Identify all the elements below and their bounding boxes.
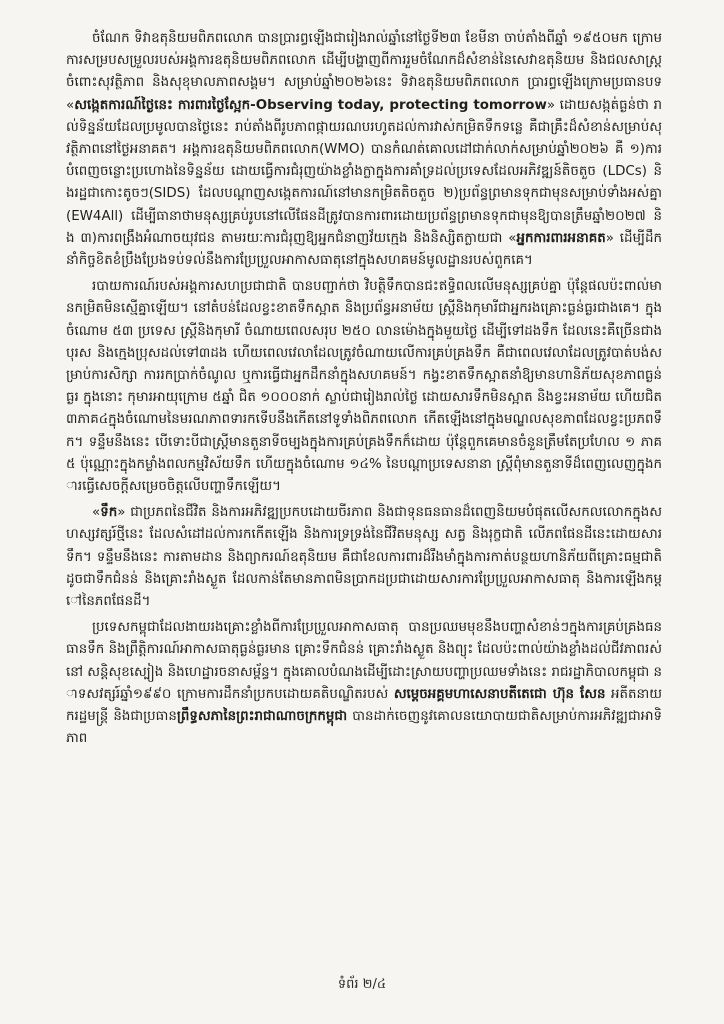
page-number: ទំព័រ ២/៤ — [337, 977, 387, 992]
paragraph — [66, 617, 662, 750]
paragraph — [66, 502, 662, 613]
bold-text-run: សម្តេចអគ្គមហាសេនាបតីតេជោ ហ៊ុន សែន — [393, 686, 606, 702]
text-run: បានដាក់ចេញនូវគោលនយោបាយជាតិសម្រាប់ការអភិវឌ្ឍជាអាទិភាព — [66, 709, 663, 747]
text-run: អតីតនាយករដ្ឋមន្ត្រី និងជាប្រធាន — [66, 686, 662, 725]
bold-text-run: សង្កេតការណ៍ថ្ងៃនេះ ការពារថ្ងៃស្អែក-Observing today, protecting tomorrow — [74, 97, 547, 113]
text-run: » ដើម្បីដឹកនាំកិច្ចខិតខំប្រឹងប្រែងទប់ទល់នឹងការប្រែប្រួលអាកាសធាតុនៅក្នុងសហគមន៍មូលដ្ឋានរបស់ពួកគេ។ — [66, 230, 663, 269]
bold-text-run: ទឹក — [100, 505, 118, 521]
bold-text-run: ព្រឹទ្ធសភានៃព្រះរាជាណាចក្រកម្ពុជា — [176, 709, 348, 725]
bold-text-run: អ្នកការពារអនាគត — [516, 230, 606, 246]
text-run: ប្រទេសកម្ពុជាដែលងាយរងគ្រោះខ្លាំងពីការប្រែប្រួលអាកាសធាតុ បានប្រឈមមុខនឹងបញ្ហាសំខាន់ៗក្នុងការគ្រប់គ្រងធនធានទឹក និងព្រឹត្តិការណ៍អាកាសធាតុធ្ងន់ធ្ងរមាន គ្រោះទឹកជំនន់ គ្រោះរាំងស្ងួត និងព្យុះ ដែលប៉ះពាល់យ៉ាងខ្លាំងដល់ជីវភាពរស់នៅ សន្តិសុខស្បៀង និងហេដ្ឋារចនាសម្ព័ន្ធ។ ក្នុងគោលបំណងដើម្បីដោះស្រាយបញ្ហាប្រឈមទាំងនេះ រាជរដ្ឋាភិបាលកម្ពុជា នាទសវត្សរ៍ឆ្នាំ១៩៩០ ក្រោមការដឹកនាំប្រកបដោយគតិបណ្ឌិតរបស់ — [66, 620, 662, 702]
paragraph — [66, 276, 662, 498]
text-run: ចំណែក ទិវាឧតុនិយមពិភពលោក បានប្រារព្ធឡើងជារៀងរាល់ឆ្នាំនៅថ្ងៃទី២៣ ខែមីនា ចាប់តាំងពីឆ្នាំ ១៩៥០មក ក្រោមការសម្របសម្រួលរបស់អង្គការឧតុនិយមពិភពលោក ដើម្បីបង្ហាញពីការរួមចំណែកដ៏សំខាន់នៃសេវាឧតុនិយម និងជលសាស្ត្រ ចំពោះសុវត្ថិភាព និងសុខុមាលភាពសង្គម។ សម្រាប់ឆ្នាំ២០២៦នេះ ទិវាឧតុនិយមពិភពលោក ប្រារព្ធឡើងក្រោមប្រធានបទ « — [66, 31, 662, 113]
text-run: » ជាប្រភពនៃជីវិត និងការអភិវឌ្ឍប្រកបដោយចីរភាព និងជាទុនធនធានដ៏ពេញនិយមបំផុតលើសកលលោកក្នុងសហស្សវត្សរ៍ថ្មីនេះ ដែលសំដៅដល់ការកកើតឡើង និងការទ្រទ្រង់នៃជីវិតមនុស្ស សត្វ និងរុក្ខជាតិ លើភពផែនដីនេះដោយសារទឹក។ ទន្ទឹមនឹងនេះ ការតាមដាន និងព្យាករណ៍ឧតុនិយម គឺជាខែលការពារដ៏រឹងមាំក្នុងការកាត់បន្ថយហានិភ័យពីគ្រោះធម្មជាតិ ដូចជាទឹកជំនន់ និងគ្រោះរាំងស្ងួត ដែលកាន់តែមានភាពមិនប្រាកដប្រជាដោយសារការប្រែប្រួលអាកាសធាតុ និងការឡើងកម្តៅនៃភពផែនដី។ — [66, 505, 662, 610]
text-run: » ដោយសង្កត់ធ្ងន់ថា រាល់ទិន្នន័យដែលប្រមូលបានថ្ងៃនេះ រាប់តាំងពីរូបភាពផ្កាយរណបរហូតដល់ការវាស់កម្រិតទឹកទន្លេ គឺជាគ្រឹះដ៏សំខាន់សម្រាប់សុវត្ថិភាពនៅថ្ងៃអនាគត។ អង្គការឧតុនិយមពិភពលោក(WMO) បានកំណត់គោលដៅជាក់លាក់សម្រាប់ឆ្នាំ២០២៦ គឺ ១)ការបំពេញចន្លោះប្រហោងនៃទិន្នន័យ ដោយធ្វើការជំរុញយ៉ាងខ្លាំងក្លាក្នុងការគាំទ្រដល់ប្រទេសដែលអភិវឌ្ឍន៍តិចតួច (LDCs) និងរដ្ឋជាកោះតូចៗ(SIDS) ដែលបណ្តាញសង្កេតការណ៍នៅមានកម្រិតតិចតួច ២)ប្រព័ន្ធព្រមានទុកជាមុនសម្រាប់ទាំងអស់គ្នា(EW4All) ដើម្បីធានាថាមនុស្សគ្រប់រូបនៅលើផែនដីត្រូវបានការពារដោយប្រព័ន្ធព្រមានទុកជាមុនឱ្យបានត្រឹមឆ្នាំ២០២៧ និង ៣)ការពង្រឹងអំណាចយុវជន តាមរយៈការជំរុញឱ្យអ្នកជំនាញវ័យក្មេង និងនិស្សិតក្លាយជា « — [66, 97, 662, 246]
text-run: របាយការណ៍របស់អង្គការសហប្រជាជាតិ បានបញ្ជាក់ថា វិបត្តិទឹកបានជះឥទ្ធិពលលើមនុស្សគ្រប់គ្នា ប៉ុន្តែផលប៉ះពាល់មានកម្រិតមិនស្មើគ្នាឡើយ។ នៅតំបន់ដែលខ្វះខាតទឹកស្អាត និងប្រព័ន្ធអនាម័យ ស្ត្រីនិងកុមារីជាអ្នករងគ្រោះធ្ងន់ធ្ងរជាងគេ។ ក្នុងចំណោម ៥៣ ប្រទេស ស្ត្រីនិងកុមារី ចំណាយពេលសរុប ២៥០ លានម៉ោងក្នុងមួយថ្ងៃ ដើម្បីទៅដងទឹក ដែលនេះគឺច្រើនជាងបុរស និងក្មេងប្រុសដល់ទៅ៣ដង ហើយពេលវេលាដែលត្រូវចំណាយលើការគ្រប់គ្រងទឹក គឺជាពេលវេលាដែលត្រូវបាត់បង់សម្រាប់ការសិក្សា ការរកប្រាក់ចំណូល ឬការធ្វើជាអ្នកដឹកនាំក្នុងសហគមន៍។ កង្វះខាតទឹកស្អាតនាំឱ្យមានហានិភ័យសុខភាពធ្ងន់ធ្ងរ ក្នុងនោះ កុមារអាយុក្រោម ៥ឆ្នាំ ជិត ១០០០នាក់ ស្លាប់ជារៀងរាល់ថ្ងៃ ដោយសារទឹកមិនស្អាត និងខ្វះអនាម័យ ហើយជិត ៣ភាគ៤ក្នុងចំណោមនៃមរណភាពទារកទើបនឹងកើតនៅទូទាំងពិភពលោក កើតឡើងនៅក្នុងមណ្ឌលសុខភាពដែលខ្វះប្រភពទឹក។ ទន្ទឹមនឹងនេះ បើទោះបីជាស្ត្រីមានតួនាទីចម្បងក្នុងការគ្រប់គ្រងទឹកក៏ដោយ ប៉ុន្តែពួកគេមានចំនួនត្រឹមតែប្រហែល ១ ភាគ ៥ ប៉ុណ្ណោះក្នុងកម្លាំងពលកម្មវិស័យទឹក ហើយក្នុងចំណោម ១៤% នៃបណ្តាប្រទេសនានា ស្ត្រីពុំមានតួនាទីដ៏ពេញលេញក្នុងការធ្វើសេចក្តីសម្រេចចិត្តលើបញ្ហាទឹកឡើយ។ — [66, 279, 662, 495]
text-run: « — [92, 505, 101, 521]
paragraph — [66, 28, 662, 272]
